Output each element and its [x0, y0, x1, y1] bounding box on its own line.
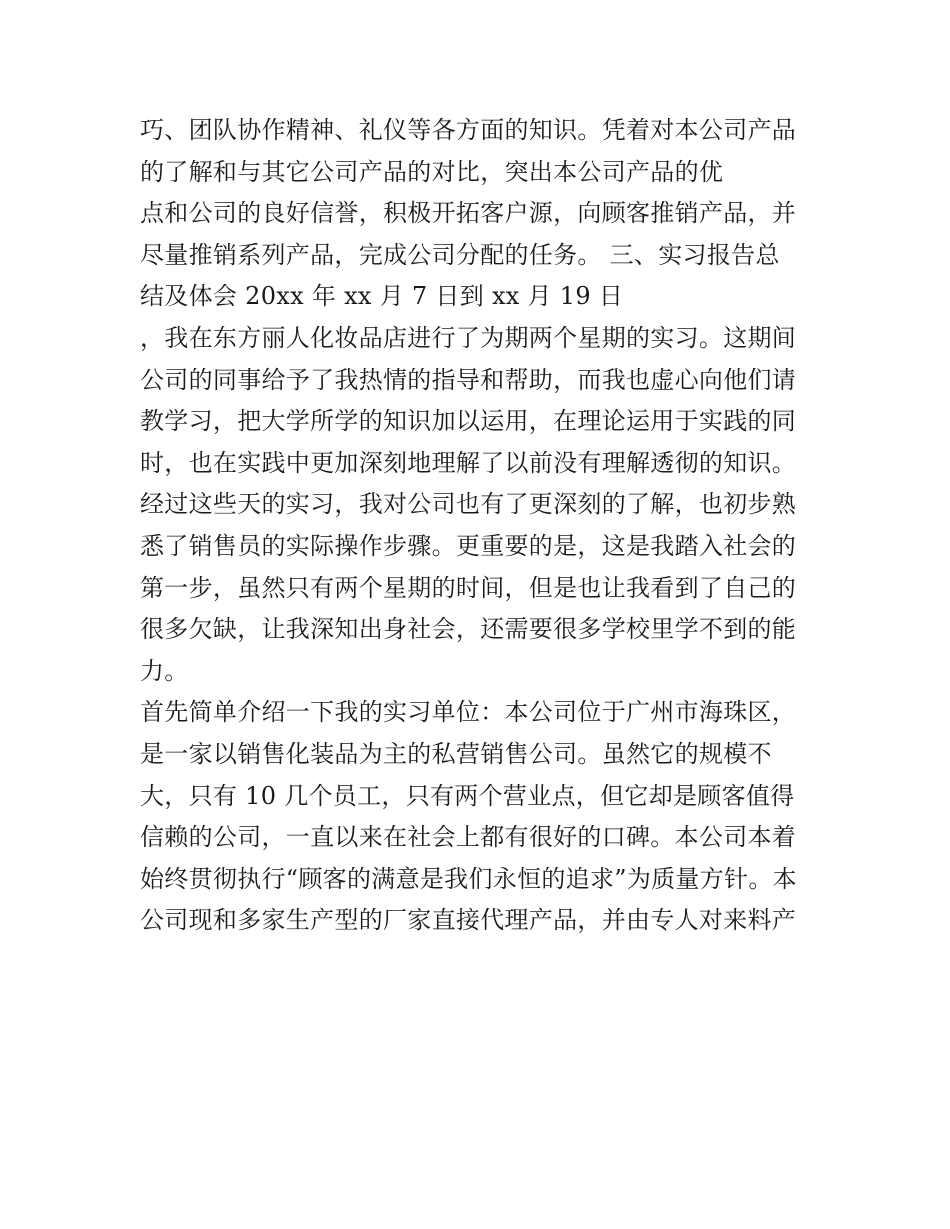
- text-line: 很多欠缺，让我深知出身社会，还需要很多学校里学不到的能: [140, 615, 797, 644]
- text-line: 第一步，虽然只有两个星期的时间，但是也让我看到了自己的: [140, 573, 797, 602]
- text-line: 经过这些天的实习，我对公司也有了更深刻的了解，也初步熟: [140, 490, 797, 519]
- text-line: 公司现和多家生产型的厂家直接代理产品，并由专人对来料产: [140, 906, 797, 935]
- body-text: [140, 110, 820, 942]
- text-line: 是一家以销售化装品为主的私营销售公司。虽然它的规模不: [140, 739, 772, 768]
- text-line: 结及体会 20xx 年 xx 月 7 日到 xx 月 19 日: [140, 282, 624, 311]
- text-line: 信赖的公司，一直以来在社会上都有很好的口碑。本公司本着: [140, 823, 797, 852]
- text-line: 时，也在实践中更加深刻地理解了以前没有理解透彻的知识。: [140, 448, 797, 477]
- text-line: 点和公司的良好信誉，积极开拓客户源，向顾客推销产品，并: [140, 199, 797, 228]
- text-line: 大，只有 10 几个员工，只有两个营业点，但它却是顾客值得: [140, 781, 795, 810]
- text-line: 尽量推销系列产品，完成公司分配的任务。 三、实习报告总: [140, 240, 780, 269]
- text-line: 力。: [140, 656, 189, 685]
- text-line: 巧、团队协作精神、礼仪等各方面的知识。凭着对本公司产品: [140, 116, 797, 144]
- text-line: ，我在东方丽人化妆品店进行了为期两个星期的实习。这期间: [140, 323, 797, 352]
- text-line: 教学习，把大学所学的知识加以运用，在理论运用于实践的同: [140, 407, 797, 436]
- text-line: 的了解和与其它公司产品的对比，突出本公司产品的优: [140, 157, 724, 186]
- text-line: 始终贯彻执行“顾客的满意是我们永恒的追求”为质量方针。本: [140, 864, 797, 893]
- text-line: 首先简单介绍一下我的实习单位：本公司位于广州市海珠区，: [140, 698, 797, 727]
- text-line: 悉了销售员的实际操作步骤。更重要的是，这是我踏入社会的: [140, 531, 797, 560]
- text-line: 公司的同事给予了我热情的指导和帮助，而我也虚心向他们请: [140, 365, 797, 394]
